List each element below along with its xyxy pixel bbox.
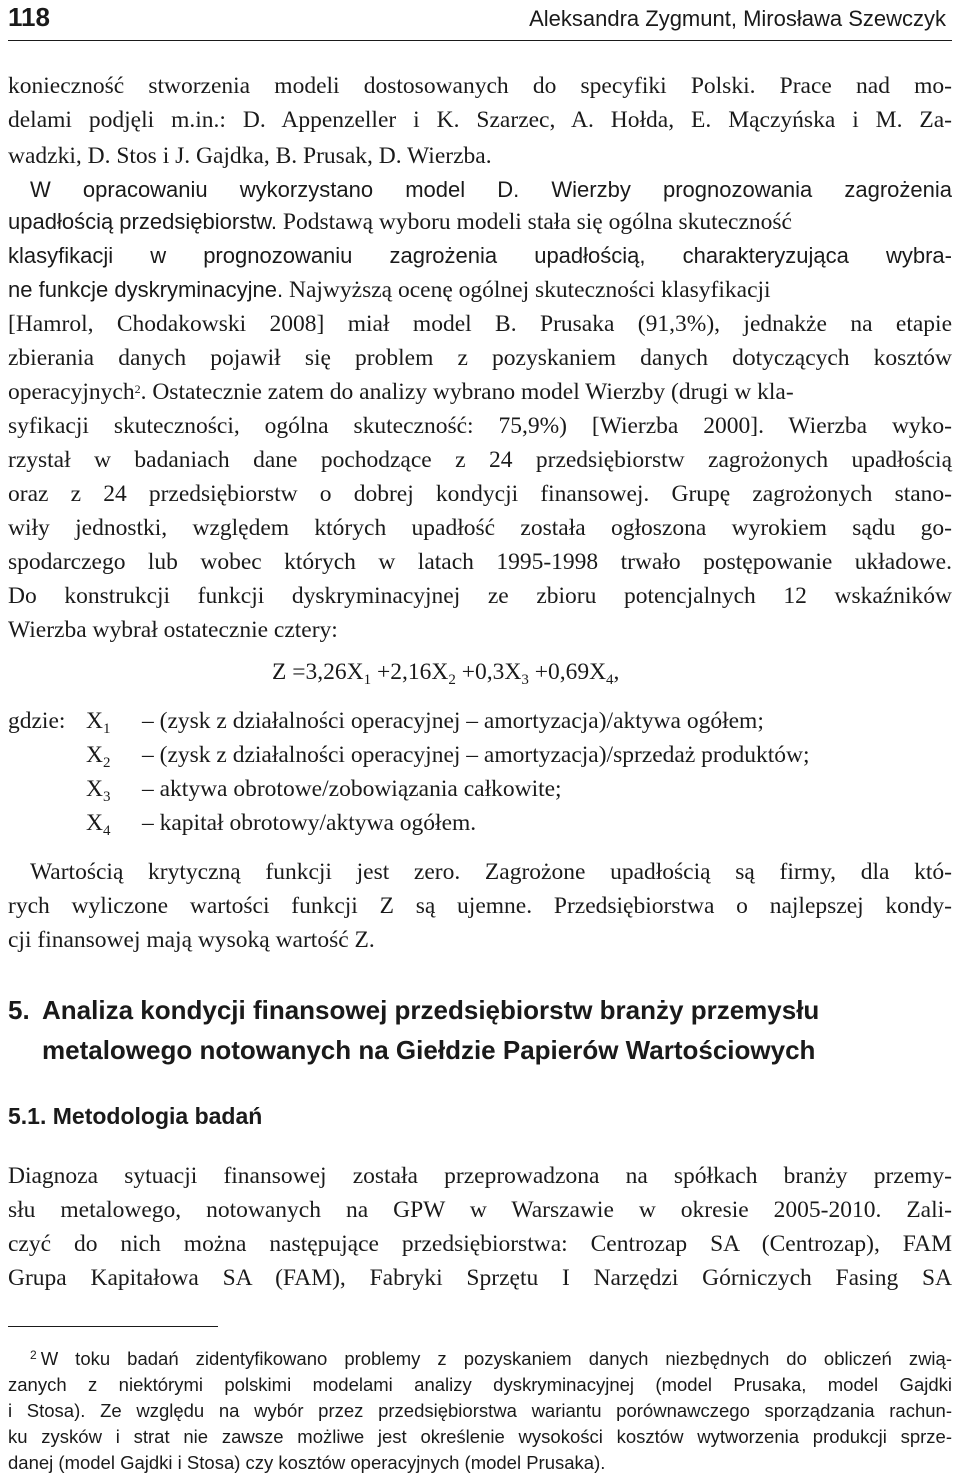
text-line: spodarczego lub wobec których w latach 1995-1998 trwało postępowanie układowe.: [8, 549, 952, 575]
equation: [272, 656, 619, 688]
text-span: Najwyższą ocenę ogólnej skuteczności klasyfikacji: [289, 277, 771, 303]
text-span: Podstawą wyboru modeli stała się ogólna skuteczność: [282, 209, 792, 235]
definition-lead: gdzie:: [8, 708, 66, 734]
footnote-line: zanych z niektórymi polskimi modelami analizy dyskryminacyjnej (model Prusaka, model Gajdki: [8, 1374, 952, 1395]
page-number: 118: [8, 2, 50, 32]
text-span: operacyjnych: [8, 379, 135, 405]
definition-lead-spacer: [8, 806, 86, 840]
text-line: [8, 206, 952, 238]
footnote-line: danej (model Gajdki i Stosa) czy kosztów operacyjnych (model Prusaka).: [8, 1452, 606, 1473]
footnote-ref: 2: [134, 382, 141, 396]
text-line: W opracowaniu wykorzystano model D. Wierzby prognozowania zagrożenia: [30, 177, 952, 202]
definition-row: [8, 772, 810, 806]
equation-term: +0,69X: [528, 659, 607, 685]
text-span: ne funkcje dyskryminacyjne.: [8, 277, 284, 302]
footnote-text: W toku badań zidentyfikowano problemy z pozyskaniem danych niezbędnych do obliczeń zwią-: [40, 1348, 952, 1369]
equation-term: Z =3,26X: [272, 659, 364, 685]
text-span: upadłością przedsiębiorstw.: [8, 209, 278, 234]
equation-subscript: 2: [448, 672, 456, 688]
equation-term: +0,3X: [455, 659, 522, 685]
footnote-line: ku zysków i strat nie zawsze możliwe jest określenie wysokości kosztów wytworzenia produkcji sprze-: [8, 1426, 952, 1447]
definition-variable: $X_4$: [86, 810, 111, 839]
definition-variable: $X_1$: [86, 708, 111, 737]
footnote-mark: 2: [30, 1348, 37, 1362]
definition-text: – (zysk z działalności operacyjnej – amortyzacja)/aktywa ogółem;: [142, 708, 764, 734]
equation-term: +2,16X: [371, 659, 449, 685]
variable-definitions: [8, 704, 810, 840]
text-line: [8, 376, 952, 408]
text-line: [8, 274, 952, 306]
text-line: oraz z 24 przedsiębiorstw o dobrej kondycji finansowej. Grupę zagrożonych stano-: [8, 481, 952, 507]
section-number: 5.: [8, 995, 30, 1025]
text-line: słu metalowego, notowanych na GPW w Warszawie w okresie 2005-2010. Zali-: [8, 1197, 952, 1223]
definition-row: [8, 738, 810, 772]
definition-text: – aktywa obrotowe/zobowiązania całkowite;: [142, 776, 562, 802]
equation-subscript: 1: [363, 672, 372, 688]
text-line: klasyfikacji w prognozowaniu zagrożenia upadłością, charakteryzująca wybra-: [8, 243, 952, 268]
text-line: [Hamrol, Chodakowski 2008] miał model B. Prusaka (91,3%), jednakże na etapie: [8, 311, 952, 337]
section-heading: Analiza kondycji finansowej przedsiębiorstw branży przemysłu: [42, 995, 820, 1025]
definition-lead-spacer: [8, 738, 86, 772]
definition-variable: $X_2$: [86, 742, 111, 771]
definition-lead-spacer: [8, 772, 86, 806]
text-line: delami podjęli m.in.: D. Appenzeller i K. Szarzec, A. Hołda, E. Mączyńska i M. Za-: [8, 107, 952, 133]
text-line: Wartością krytyczną funkcji jest zero. Zagrożone upadłością są firmy, dla któ-: [30, 859, 952, 885]
text-line: Diagnoza sytuacji finansowej została przeprowadzona na spółkach branży przemy-: [8, 1163, 952, 1189]
text-line: czyć do nich można następujące przedsiębiorstwa: Centrozap SA (Centrozap), FAM: [8, 1231, 952, 1257]
definition-row: [8, 704, 810, 738]
definition-text: – (zysk z działalności operacyjnej – amortyzacja)/sprzedaż produktów;: [142, 742, 810, 768]
text-span: . Ostatecznie zatem do analizy wybrano model Wierzby (drugi w kla-: [140, 379, 794, 405]
equation-subscript: 4: [606, 672, 614, 688]
text-line: rych wyliczone wartości funkcji Z są ujemne. Przedsiębiorstwa o najlepszej kondy-: [8, 893, 952, 919]
text-line: wiły jednostki, względem których upadłość została ogłoszona wyrokiem sądu go-: [8, 515, 952, 541]
equation-term: ,: [613, 659, 620, 685]
definition-variable: $X_3$: [86, 776, 111, 805]
footnote-line: i Stosa). Ze względu na wybór przez przedsiębiorstwa wariantu porównawczego sporządzania rachun-: [8, 1400, 952, 1421]
text-line: rzystał w badaniach dane pochodzące z 24 przedsiębiorstw zagrożonych upadłością: [8, 447, 952, 473]
header-rule: [8, 40, 952, 41]
text-line: konieczność stworzenia modeli dostosowanych do specyfiki Polski. Prace nad mo-: [8, 73, 952, 99]
subsection-heading: 5.1. Metodologia badań: [8, 1103, 263, 1129]
equation-subscript: 3: [521, 672, 529, 688]
text-line: Wierzba wybrał ostatecznie cztery:: [8, 617, 338, 643]
footnote-rule: [8, 1326, 218, 1327]
text-line: Do konstrukcji funkcji dyskryminacyjnej ze zbioru potencjalnych 12 wskaźników: [8, 583, 952, 609]
section-heading: metalowego notowanych na Giełdzie Papierów Wartościowych: [42, 1035, 816, 1065]
text-line: cji finansowej mają wysoką wartość Z.: [8, 927, 375, 953]
definition-row: [8, 806, 810, 840]
running-header-authors: Aleksandra Zygmunt, Mirosława Szewczyk: [529, 6, 946, 31]
footnote-line: [8, 1346, 952, 1372]
text-line: wadzki, D. Stos i J. Gajdka, B. Prusak, D. Wierzba.: [8, 143, 492, 169]
text-line: Grupa Kapitałowa SA (FAM), Fabryki Sprzętu I Narzędzi Górniczych Fasing SA: [8, 1265, 952, 1291]
definition-text: – kapitał obrotowy/aktywa ogółem.: [142, 810, 477, 836]
text-line: zbierania danych pojawił się problem z pozyskaniem danych dotyczących kosztów: [8, 345, 952, 371]
text-line: syfikacji skuteczności, ogólna skuteczność: 75,9%) [Wierzba 2000]. Wierzba wyko-: [8, 413, 952, 439]
